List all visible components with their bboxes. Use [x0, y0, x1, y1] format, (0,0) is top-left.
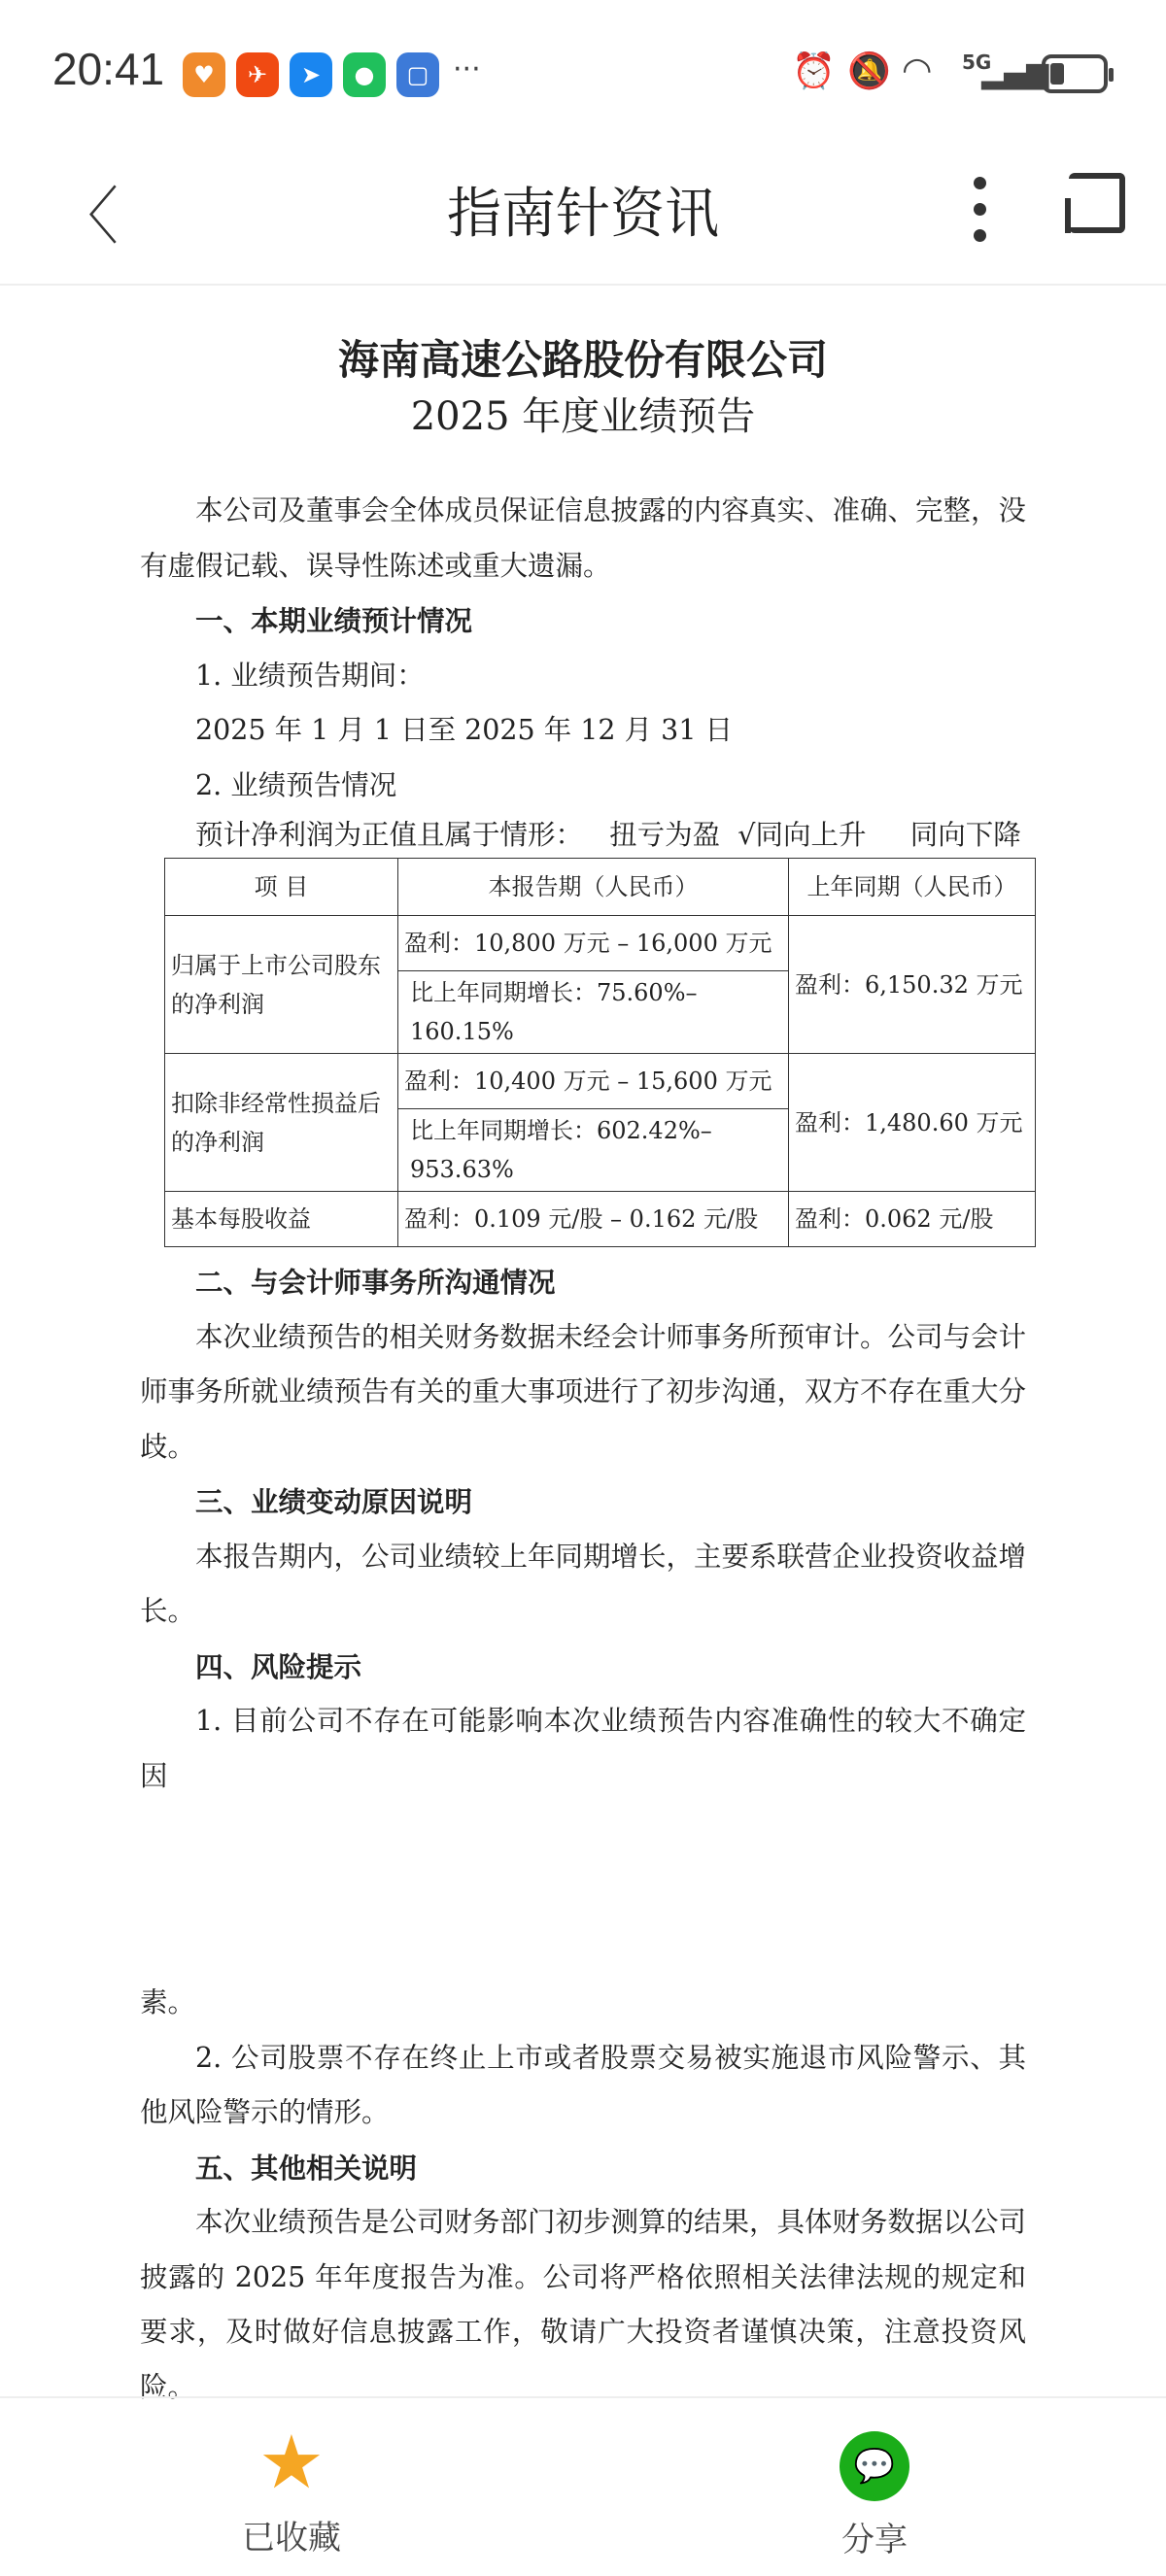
- app-header: [0, 146, 1166, 286]
- status-bar: [0, 0, 1166, 146]
- star-icon: ★: [257, 2419, 326, 2505]
- table-cell: 盈利：1,480.60 万元: [789, 1054, 1036, 1192]
- table-cell: 归属于上市公司股东的净利润: [165, 916, 398, 1054]
- section-heading: 三、业绩变动原因说明: [195, 1485, 473, 1518]
- table-cell: 盈利：10,800 万元 – 16,000 万元: [398, 916, 789, 971]
- back-button[interactable]: 〈: [56, 182, 119, 254]
- share-button[interactable]: [729, 2398, 1020, 2560]
- paragraph: 2. 业绩预告情况: [195, 768, 397, 801]
- paragraph: 1. 业绩预告期间：: [195, 659, 425, 692]
- table-cell: 盈利：10,400 万元 – 15,600 万元: [398, 1054, 789, 1109]
- paragraph: 2025 年 1 月 1 日至 2025 年 12 月 31 日: [195, 714, 734, 746]
- status-time: 20:41: [52, 44, 165, 94]
- network-type: 5G: [962, 51, 992, 74]
- announcement-document: [140, 330, 1026, 2415]
- section-heading: 一、本期业绩预计情况: [195, 604, 473, 637]
- doc-title-report: 2025 年度业绩预告: [410, 394, 756, 439]
- table-header: 项 目: [165, 859, 398, 916]
- health-app-icon: ♥: [183, 52, 225, 97]
- table-cell: 比上年同期增长：602.42%–953.63%: [398, 1109, 789, 1192]
- app-notification-icon: ✈: [236, 52, 279, 97]
- table-header-row: [165, 859, 1036, 916]
- paragraph: 本报告期内，公司业绩较上年同期增长，主要系联营企业投资收益增长。: [140, 1540, 1027, 1627]
- feishu-app-icon: ➤: [290, 52, 332, 97]
- table-cell: 基本每股收益: [165, 1192, 398, 1247]
- table-header: 本报告期（人民币）: [398, 859, 789, 916]
- section-heading: 二、与会计师事务所沟通情况: [195, 1266, 556, 1299]
- paragraph: 预计净利润为正值且属于情形： 扭亏为盈 √同向上升 同向下降: [195, 819, 1021, 851]
- wifi-icon: ◠: [902, 51, 933, 90]
- notes-app-icon: ▢: [396, 52, 439, 97]
- paragraph: 2. 公司股票不存在终止上市或者股票交易被实施退市风险警示、其他风险警示的情形。: [140, 2041, 1026, 2128]
- paragraph: 本次业绩预告是公司财务部门初步测算的结果，具体财务数据以公司披露的 2025 年年度报告为准。公司将严格依照相关法律法规的规定和要求，及时做好信息披露工作，敬请广大投资者谨慎决策，注意投资风险。: [140, 2206, 1027, 2403]
- table-cell: 盈利：0.062 元/股: [789, 1192, 1036, 1247]
- paragraph: 素。: [140, 1986, 196, 2018]
- table-cell: 比上年同期增长：75.60%– 160.15%: [398, 971, 789, 1054]
- signal-icon: ▂▄▆: [981, 56, 1049, 90]
- share-label: 分享: [841, 2521, 908, 2559]
- table-cell: 盈利：0.109 元/股 – 0.162 元/股: [398, 1192, 789, 1247]
- table-cell: 扣除非经常性损益后的净利润: [165, 1054, 398, 1192]
- mute-bell-icon: 🔕: [847, 51, 891, 91]
- battery-icon: [1042, 54, 1108, 93]
- paragraph: 本次业绩预告的相关财务数据未经会计师事务所预审计。公司与会计师事务所就业绩预告有关的重大事项进行了初步沟通，双方不存在重大分歧。: [140, 1320, 1027, 1463]
- section-heading: 五、其他相关说明: [195, 2151, 418, 2185]
- intro-paragraph: 本公司及董事会全体成员保证信息披露的内容真实、准确、完整，没有虚假记载、误导性陈述或重大遗漏。: [140, 494, 1027, 582]
- table-row: [165, 1054, 1036, 1109]
- table-row: [165, 1192, 1036, 1247]
- table-row: [165, 916, 1036, 971]
- table-header: 上年同期（人民币）: [789, 859, 1036, 916]
- rotate-screen-button[interactable]: [1069, 173, 1125, 233]
- alarm-icon: ⏰: [792, 51, 836, 91]
- section-heading: 四、风险提示: [195, 1649, 362, 1683]
- forecast-table: [164, 858, 1036, 1247]
- table-cell: 盈利：6,150.32 万元: [789, 916, 1036, 1054]
- paragraph: 1. 目前公司不存在可能影响本次业绩预告内容准确性的较大不确定因: [140, 1705, 1026, 1792]
- doc-title-company: 海南高速公路股份有限公司: [337, 336, 828, 384]
- wechat-icon: 💬: [840, 2431, 909, 2501]
- more-notifications-icon: ···: [453, 52, 481, 86]
- more-options-button[interactable]: [974, 177, 987, 255]
- wechat-notification-icon: ●: [343, 52, 386, 97]
- page-gap: [140, 1804, 1026, 1976]
- favorite-label: 已收藏: [242, 2519, 341, 2558]
- favorite-button[interactable]: [146, 2398, 437, 2559]
- page-title: 指南针资讯: [447, 183, 719, 246]
- bottom-action-bar: [0, 2396, 1166, 2576]
